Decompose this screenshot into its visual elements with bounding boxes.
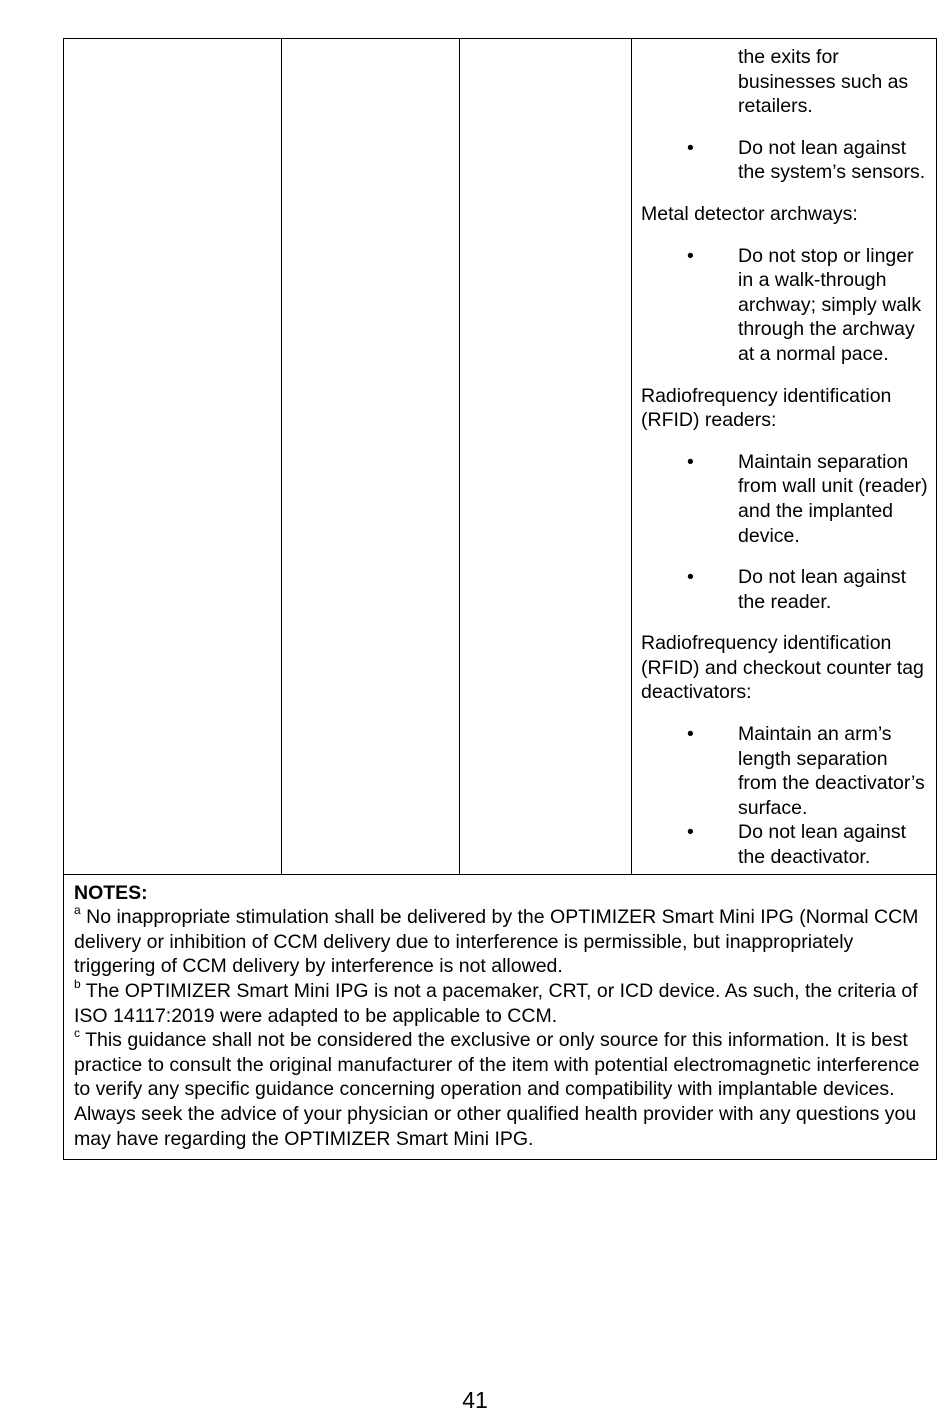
guidance-bullet-item (641, 565, 928, 614)
table-cell-empty-1 (64, 39, 282, 875)
guidance-bullet-item (641, 722, 928, 820)
note-b-mark: b (74, 976, 81, 991)
page-number: 41 (462, 1387, 488, 1413)
table-row (64, 39, 937, 875)
table-cell-empty-2 (282, 39, 460, 875)
guidance-subheading: Metal detector archways: (641, 202, 858, 225)
guidance-subheading: Radiofrequency identification (RFID) readers: (641, 384, 892, 432)
bullet-glyph: • (687, 566, 694, 589)
note-a (74, 902, 926, 979)
guidance-bullet-text: Do not lean against the system’s sensors. (738, 136, 926, 184)
notes-title: NOTES: (74, 881, 148, 904)
guidance-bullet-item (641, 136, 928, 185)
note-a-text: No inappropriate stimulation shall be delivered by the OPTIMIZER Smart Mini IPG (Normal CCM delivery or inhibition of CCM delivery due to interference is permissible, but inappropriately triggering of CCM delivery by interference is not allowed. (74, 906, 919, 978)
notes-row (64, 874, 937, 1160)
guidance-continuation: the exits for businesses such as retailers. (738, 46, 909, 118)
guidance-bullet-text: Maintain an arm’s length separation from the deactivator’s surface. (738, 723, 925, 819)
bullet-glyph: • (687, 244, 694, 267)
guidance-subheading: Radiofrequency identification (RFID) and checkout counter tag deactivators: (641, 632, 924, 704)
table-cell-empty-3 (460, 39, 632, 875)
note-b (74, 976, 926, 1028)
bullet-glyph: • (687, 136, 694, 159)
note-c (74, 1025, 926, 1151)
note-c-text: This guidance shall not be considered the exclusive or only source for this information. It is best practice to consult the original manufacturer of the item with potential electromagnetic interference to verify any specific guidance concerning operation and compatibility with implantable devices. Always seek the advice of your physician or other qualified health provider with any questions you may have regarding the OPTIMIZER Smart Mini IPG. (74, 1029, 920, 1150)
guidance-bullet-text: Maintain separation from wall unit (reader) and the implanted device. (738, 450, 928, 547)
notes-cell (64, 874, 937, 1160)
guidance-bullet-item (641, 450, 928, 548)
note-c-mark: c (74, 1025, 80, 1040)
bullet-glyph: • (687, 723, 694, 746)
guidance-items (641, 136, 928, 870)
guidance-cell (632, 39, 937, 875)
guidance-bullet-item (641, 820, 928, 869)
guidance-bullet-item (641, 244, 928, 367)
bullet-glyph: • (687, 821, 694, 844)
note-a-mark: a (74, 902, 81, 917)
bullet-glyph: • (687, 450, 694, 473)
guidance-bullet-text: Do not lean against the deactivator. (738, 821, 907, 869)
guidance-bullet-text: Do not stop or linger in a walk-through archway; simply walk through the archway at a normal pace. (738, 244, 922, 365)
guidance-bullet-text: Do not lean against the reader. (738, 566, 907, 613)
emi-guidance-table (63, 38, 937, 1160)
note-b-text: The OPTIMIZER Smart Mini IPG is not a pacemaker, CRT, or ICD device. As such, the criteria of ISO 14117:2019 were adapted to be applicable to CCM. (74, 980, 918, 1027)
